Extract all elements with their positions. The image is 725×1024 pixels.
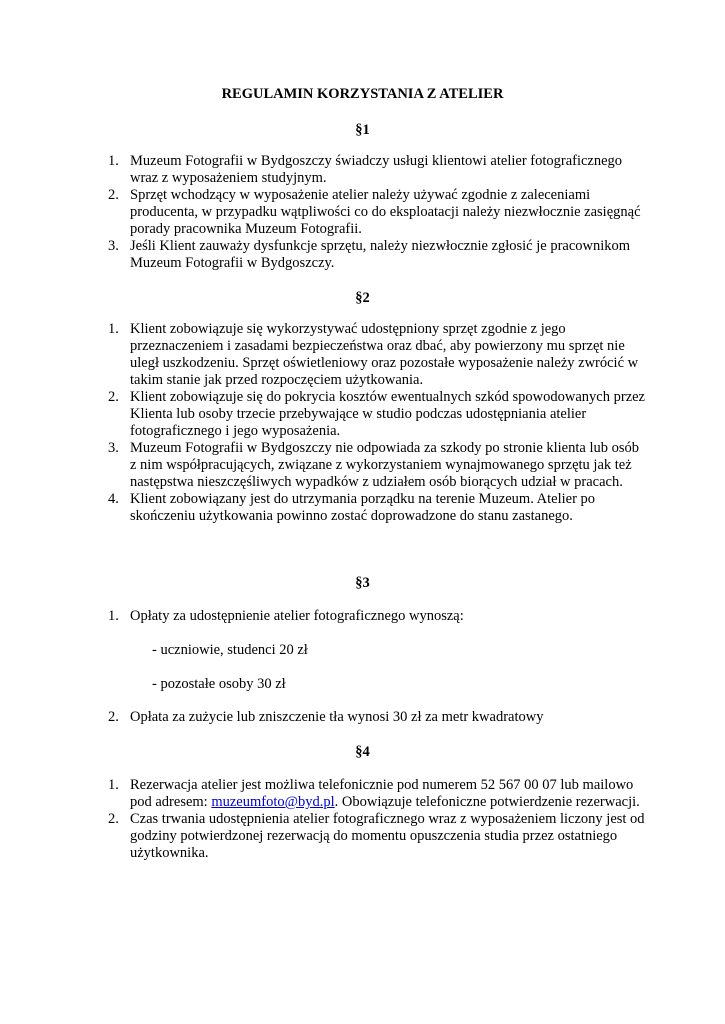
list-item: 1. Opłaty za udostępnienie atelier fotograficznego wynoszą: [108,608,464,624]
list-item: 4. Klient zobowiązany jest do utrzymania porządku na terenie Muzeum. Atelier po skończeniu użytkowania powinno zostać doprowadzone do stanu zastanego. [108,491,596,524]
section-2-list [108,321,648,525]
list-item: 2. Klient zobowiązuje się do pokrycia kosztów ewentualnych szkód spowodowanych przez Klienta lub osoby trzecie przebywające w studio podczas udostępniania atelier fotograficznego i jego wyposażenia. [108,389,645,439]
section-4-heading: §4 [355,744,370,760]
section-3-list-a [108,608,648,625]
fee-students: - uczniowie, studenci 20 zł [152,642,308,658]
list-item: 1. Muzeum Fotografii w Bydgoszczy świadczy usługi klientowi atelier fotograficznego wraz z wyposażeniem studyjnym. [108,153,623,186]
list-item: 2. Sprzęt wchodzący w wyposażenie atelier należy używać zgodnie z zaleceniami producenta, w przypadku wątpliwości co do eksploatacji należy niezwłocznie zasięgnąć porady pracownika Muzeum Fotografii. [108,187,641,237]
document-title: REGULAMIN KORZYSTANIA Z ATELIER [221,86,504,102]
list-item: 3. Jeśli Klient zauważy dysfunkcje sprzętu, należy niezwłocznie zgłosić je pracownikom Muzeum Fotografii w Bydgoszczy. [108,238,631,271]
section-3-list-b [108,709,648,726]
list-item: 2. Opłata za zużycie lub zniszczenie tła wynosi 30 zł za metr kwadratowy [108,709,544,725]
list-item: 3. Muzeum Fotografii w Bydgoszczy nie odpowiada za szkody po stronie klienta lub osób z nim współpracujących, związane z wykorzystaniem wynajmowanego sprzętu jak też następstwa nieszczęśliwych wypadków z udziałem osób biorących udział w pracach. [108,440,640,490]
section-1-list [108,153,648,272]
fee-others: - pozostałe osoby 30 zł [152,676,286,692]
email-link[interactable]: muzeumfoto@byd.pl [211,794,335,810]
list-item: 1. Klient zobowiązuje się wykorzystywać udostępniony sprzęt zgodnie z jego przeznaczeniem i zasadami bezpieczeństwa oraz dbać, aby powierzony mu sprzęt nie uległ uszkodzeniu. Sprzęt oświetleniowy oraz pozostałe wyposażenie należy zwrócić w takim stanie jak przed rozpoczęciem użytkowania. [108,321,639,388]
list-item: 2. Czas trwania udostępnienia atelier fotograficznego wraz z wyposażeniem liczony jest od godziny potwierdzonej rezerwacją do momentu opuszczenia studia przez ostatniego użytkownika. [108,811,645,861]
section-2-heading: §2 [355,290,370,306]
section-4-list [108,777,648,862]
section-3-heading: §3 [355,575,370,591]
section-1-heading: §1 [355,122,370,138]
list-item: 1. Rezerwacja atelier jest możliwa telefonicznie pod numerem 52 567 00 07 lub mailowo pod adresem: muzeumfoto@byd.pl. Obowiązuje telefoniczne potwierdzenie rezerwacji. [108,777,640,810]
